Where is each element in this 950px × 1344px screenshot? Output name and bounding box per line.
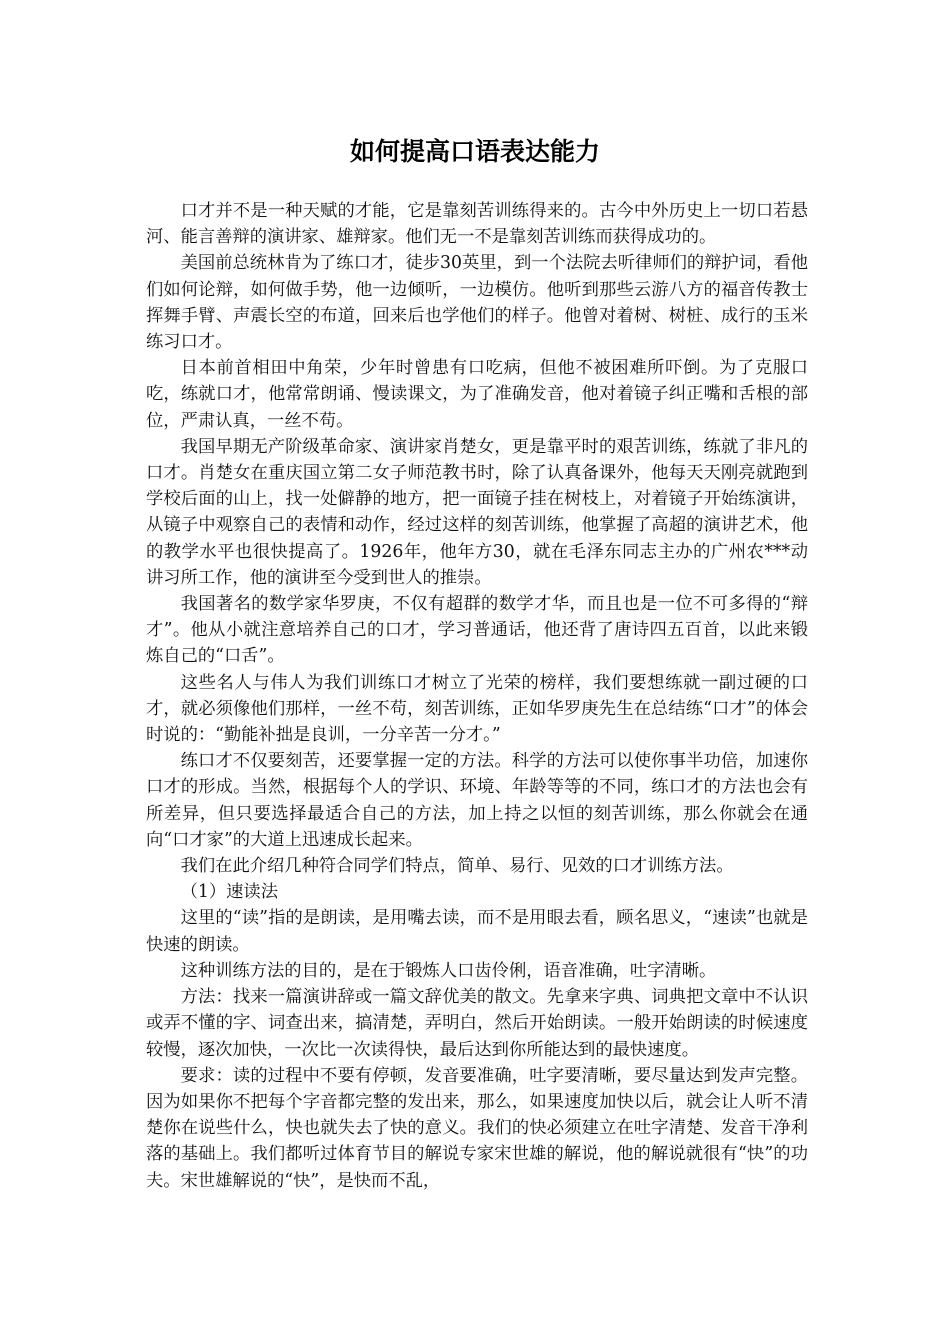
paragraph: 我们在此介绍几种符合同学们特点，简单、易行、见效的口才训练方法。 [180, 856, 734, 877]
paragraph: 口才并不是一种天赋的才能，它是靠刻苦训练得来的。古今中外历史上一切口若悬河、能言善辩的演讲家、雄辩家。他们无一不是靠刻苦训练而获得成功的。 [146, 201, 808, 248]
paragraph: 这种训练方法的目的，是在于锻炼人口齿伶俐，语音准确，吐字清晰。 [180, 960, 717, 981]
paragraph: 方法：找来一篇演讲辞或一篇文辞优美的散文。先拿来字典、词典把文章中不认识或弄不懂的字、词查出来，搞清楚，弄明白，然后开始朗读。一般开始朗读的时候速度较慢，逐次加快，一次比一次读得快，最后达到你所能达到的最快速度。 [146, 987, 808, 1060]
section-heading: （1）速读法 [180, 882, 278, 903]
paragraph: 练口才不仅要刻苦，还要掌握一定的方法。科学的方法可以使你事半功倍，加速你口才的形成。当然，根据每个人的学识、环境、年龄等等的不同，练口才的方法也会有所差异，但只要选择最适合自己的方法，加上持之以恒的刻苦训练，那么你就会在通向“口才家”的大道上迅速成长起来。 [146, 751, 808, 850]
paragraph: 这里的“读”指的是朗读，是用嘴去读，而不是用眼去看，顾名思义，“速读”也就是快速的朗读。 [146, 908, 808, 955]
paragraph: 日本前首相田中角荣，少年时曾患有口吃病，但他不被困难所吓倒。为了克服口吃，练就口才，他常常朗诵、慢读课文，为了准确发音，他对着镜子纠正嘴和舌根的部位，严肃认真，一丝不苟。 [146, 358, 808, 431]
paragraph: 这些名人与伟人为我们训练口才树立了光荣的榜样，我们要想练就一副过硬的口才，就必须像他们那样，一丝不苟，刻苦训练，正如华罗庚先生在总结练“口才”的体会时说的：“勤能补拙是良训，一分辛苦一分才。” [146, 672, 808, 746]
paragraph: 我国著名的数学家华罗庚，不仅有超群的数学才华，而且也是一位不可多得的“辩才”。他从小就注意培养自己的口才，学习普通话，他还背了唐诗四五百首，以此来锻炼自己的“口舌”。 [146, 594, 808, 667]
paragraph: 美国前总统林肯为了练口才，徒步30英里，到一个法院去听律师们的辩护词，看他们如何论辩，如何做手势，他一边倾听，一边模仿。他听到那些云游八方的福音传教士挥舞手臂、声震长空的布道，回来后也学他们的样子。他曾对着树、树桩、成行的玉米练习口才。 [146, 253, 808, 353]
paragraph: 要求：读的过程中不要有停顿，发音要准确，吐字要清晰，要尽量达到发声完整。因为如果你不把每个字音都完整的发出来，那么，如果速度加快以后，就会让人听不清楚你在说些什么，快也就失去了快的意义。我们的快必须建立在吐字清楚、发音干净利落的基础上。我们都听过体育节目的解说专家宋世雄的解说，他的解说就很有“快”的功夫。宋世雄解说的“快”，是快而不乱， [146, 1065, 808, 1191]
paragraph: 我国早期无产阶级革命家、演讲家肖楚女，更是靠平时的艰苦训练，练就了非凡的口才。肖楚女在重庆国立第二女子师范教书时，除了认真备课外，他每天天刚亮就跑到学校后面的山上，找一处僻静的地方，把一面镜子挂在树枝上，对着镜子开始练演讲，从镜子中观察自己的表情和动作，经过这样的刻苦训练，他掌握了高超的演讲艺术，他的教学水平也很快提高了。1926年，他年方30，就在毛泽东同志主办的广州农***动讲习所工作，他的演讲至今受到世人的推崇。 [146, 436, 808, 588]
document-title: 如何提高口语表达能力 [349, 137, 600, 166]
document-body [146, 198, 808, 1194]
